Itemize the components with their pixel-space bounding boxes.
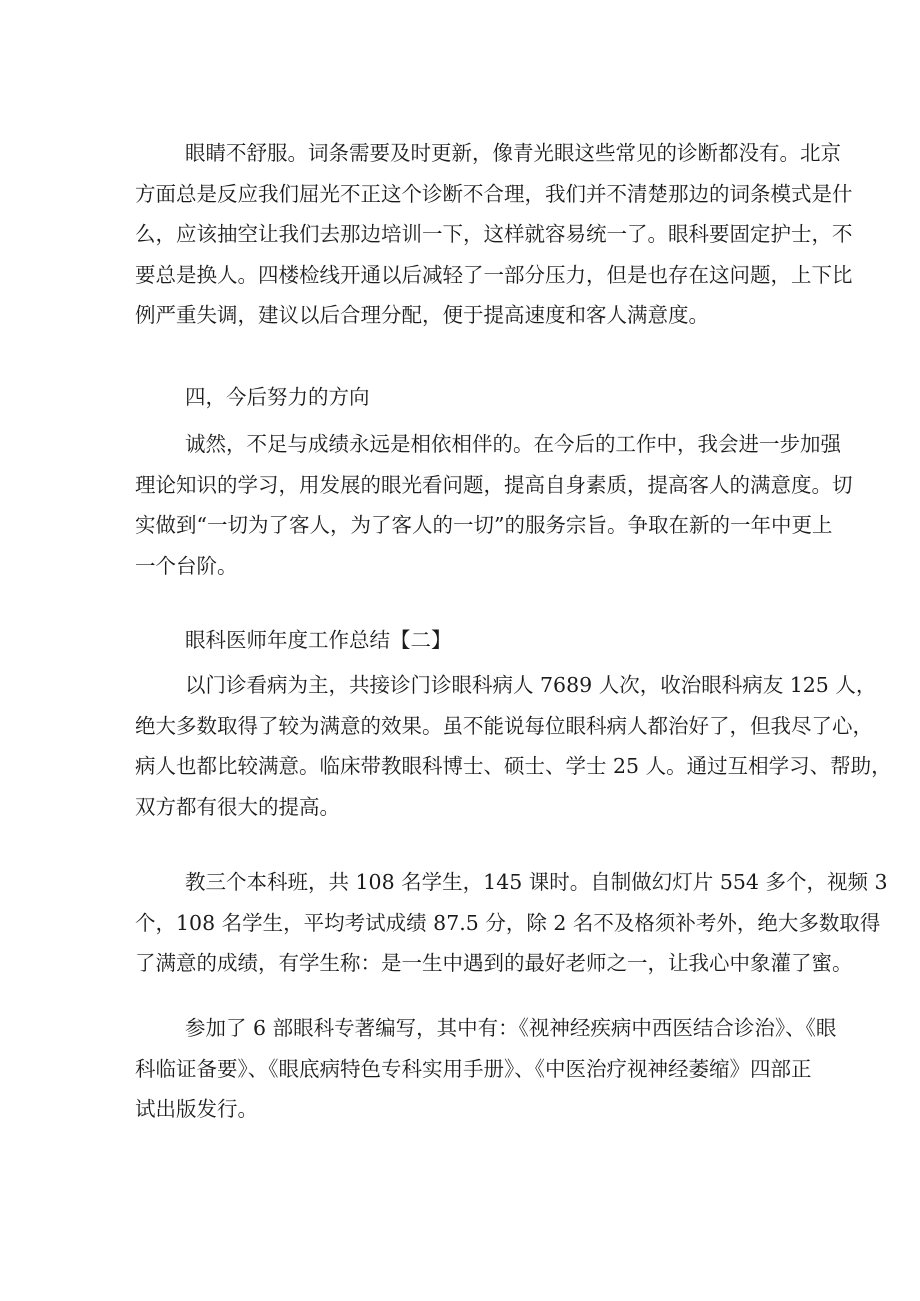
- section-heading: [135, 377, 795, 418]
- paragraph-line: 眼睛不舒服。词条需要及时更新，像青光眼这些常见的诊断都没有。北京: [185, 141, 841, 165]
- title-line: 眼科医师年度工作总结【二】: [185, 628, 452, 652]
- paragraph-line: 实做到“一切为了客人，为了客人的一切”的服务宗旨。争取在新的一年中更上: [135, 513, 833, 537]
- paragraph-line: 以门诊看病为主，共接诊门诊眼科病人 7689 人次，收治眼科病友 125 人，: [185, 673, 877, 697]
- paragraph-6: [135, 862, 888, 984]
- paragraph-3: [135, 424, 853, 586]
- paragraph-line: 方面总是反应我们屈光不正这个诊断不合理，我们并不清楚那边的词条模式是什: [135, 181, 853, 206]
- paragraph-line: 了满意的成绩，有学生称：是一生中遇到的最好老师之一，让我心中象灌了蜜。: [135, 951, 853, 975]
- paragraph-line: 绝大多数取得了较为满意的效果。虽不能说每位眼科病人都治好了，但我尽了心，: [135, 713, 873, 738]
- paragraph-line: 理论知识的学习，用发展的眼光看问题，提高自身素质，提高客人的满意度。切: [135, 472, 853, 497]
- paragraph-line: 病人也都比较满意。临床带教眼科博士、硕士、学士 25 人。通过互相学习、帮助，: [135, 754, 892, 778]
- paragraph-line: 一个台阶。: [135, 553, 238, 578]
- paragraph-5: [135, 665, 892, 827]
- heading-line: 四，今后努力的方向: [185, 385, 370, 409]
- paragraph-line: 例严重失调，建议以后合理分配，便于提高速度和客人满意度。: [135, 303, 709, 327]
- paragraph-7: [135, 1008, 837, 1130]
- paragraph-1: [135, 133, 853, 336]
- paragraph-line: 要总是换人。四楼检线开通以后减轻了一部分压力，但是也存在这问题，上下比: [135, 262, 853, 287]
- paragraph-line: 科临证备要》、《眼底病特色专科实用手册》、《中医治疗视神经萎缩》四部正: [135, 1056, 812, 1081]
- paragraph-line: 教三个本科班，共 108 名学生，145 课时。自制做幻灯片 554 多个，视频 3: [185, 870, 888, 894]
- paragraph-line: 试出版发行。: [135, 1097, 258, 1121]
- paragraph-line: 参加了 6 部眼科专著编写，其中有：《视神经疾病中西医结合诊治》、《眼: [185, 1016, 837, 1040]
- paragraph-line: 么，应该抽空让我们去那边培训一下，这样就容易统一了。眼科要固定护士，不: [135, 222, 853, 246]
- paragraph-line: 双方都有很大的提高。: [135, 794, 340, 819]
- paragraph-line: 个，108 名学生，平均考试成绩 87.5 分，除 2 名不及格须补考外，绝大多数取得: [135, 910, 881, 935]
- paragraph-line: 诚然，不足与成绩永远是相依相伴的。在今后的工作中，我会进一步加强: [185, 432, 841, 456]
- section-title: [135, 620, 795, 661]
